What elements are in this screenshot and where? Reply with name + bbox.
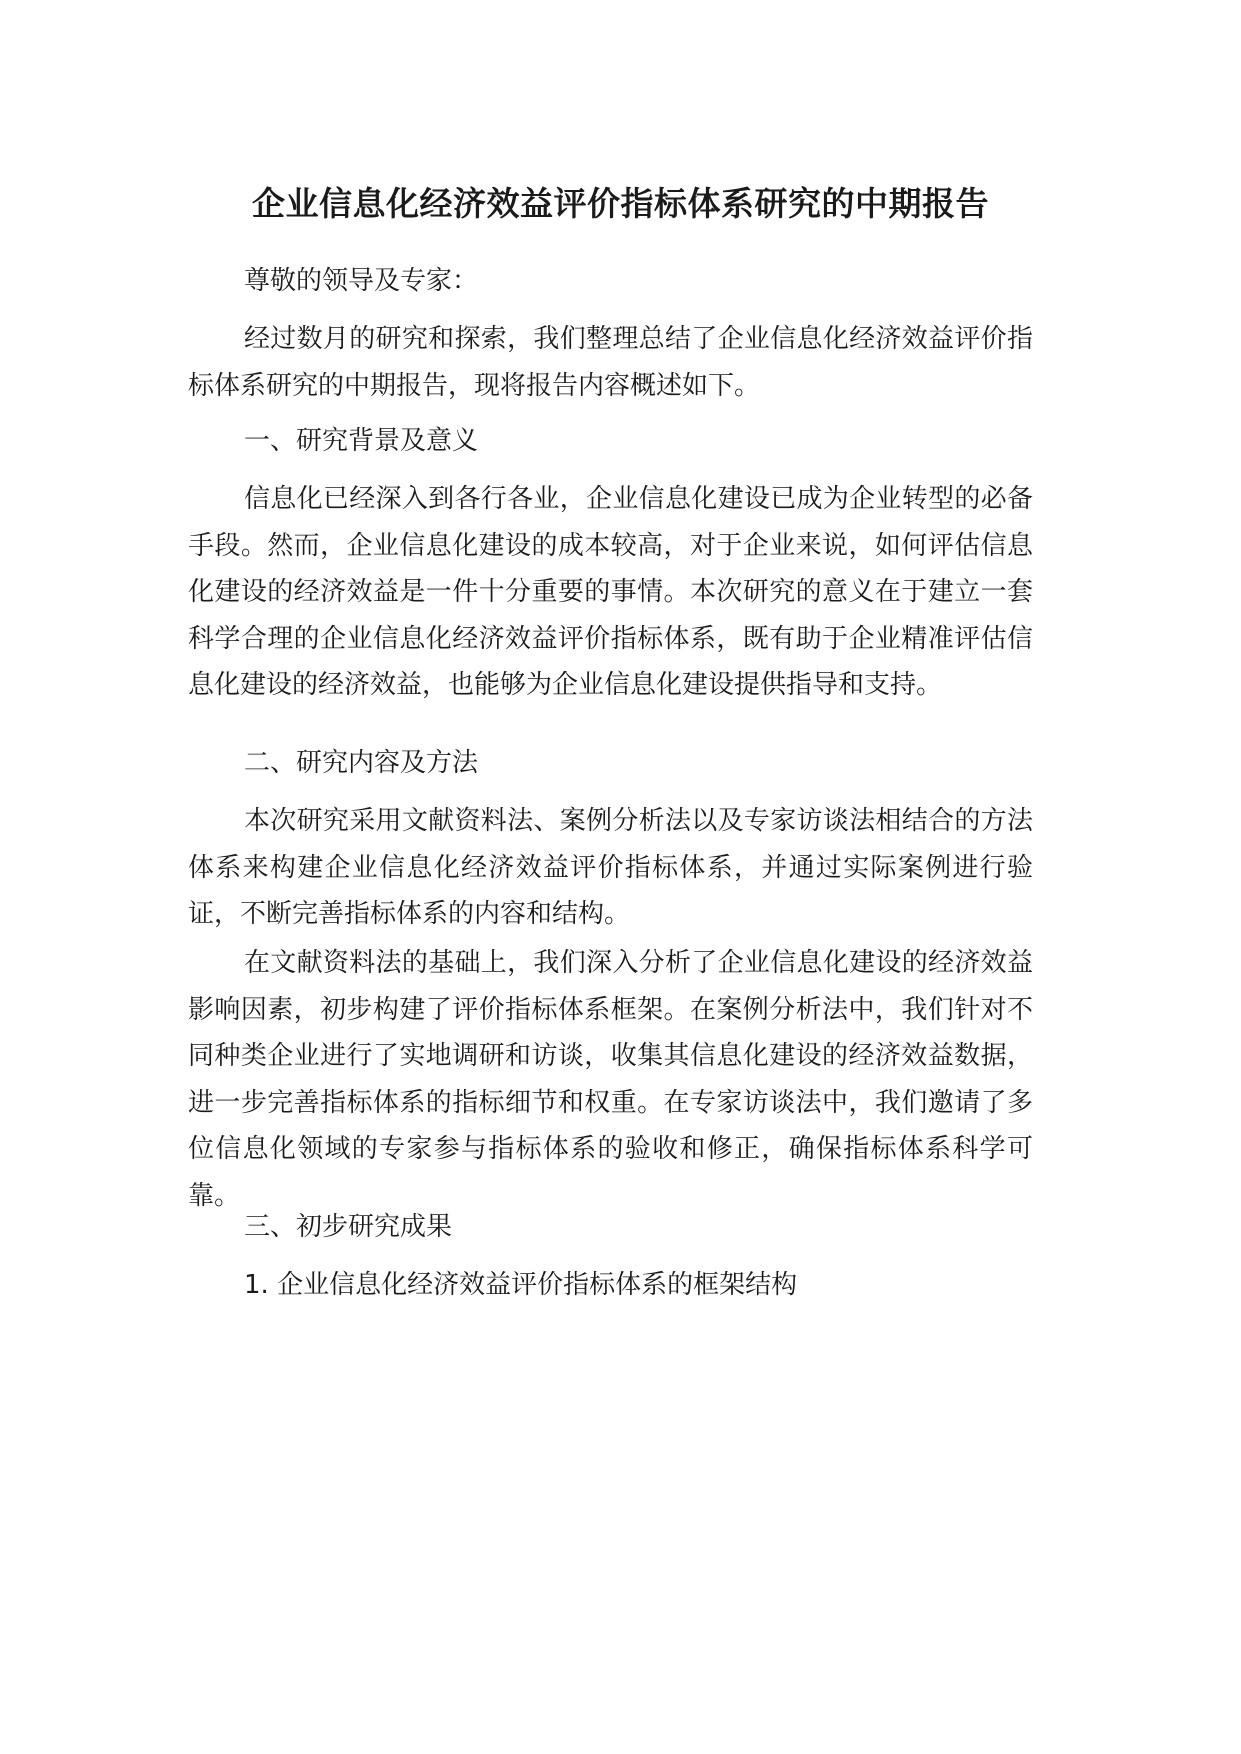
methods-paragraph-2: 在文献资料法的基础上，我们深入分析了企业信息化建设的经济效益影响因素，初步构建了评价指标体系框架。在案例分析法中，我们针对不同种类企业进行了实地调研和访谈，收集其信息化建设的经济效益数据，进一步完善指标体系的指标细节和权重。在专家访谈法中，我们邀请了多位信息化领域的专家参与指标体系的验收和修正，确保指标体系科学可靠。 [188,948,1033,1211]
methods-paragraph-1: 本次研究采用文献资料法、案例分析法以及专家访谈法相结合的方法体系来构建企业信息化经济效益评价指标体系，并通过实际案例进行验证，不断完善指标体系的内容和结构。 [188,806,1033,929]
section-heading-results: 三、初步研究成果 [244,1212,453,1242]
document-title: 企业信息化经济效益评价指标体系研究的中期报告 [252,184,989,223]
background-paragraph: 信息化已经深入到各行各业，企业信息化建设已成为企业转型的必备手段。然而，企业信息化建设的成本较高，对于企业来说，如何评估信息化建设的经济效益是一件十分重要的事情。本次研究的意义在于建立一套科学合理的企业信息化经济效益评价指标体系，既有助于企业精准评估信息化建设的经济效益，也能够为企业信息化建设提供指导和支持。 [188,484,1033,700]
salutation: 尊敬的领导及专家： [244,266,479,296]
section-heading-methods: 二、研究内容及方法 [244,748,479,778]
section-heading-background: 一、研究背景及意义 [244,426,479,456]
results-list-item-1: 1. 企业信息化经济效益评价指标体系的框架结构 [244,1270,798,1300]
intro-paragraph: 经过数月的研究和探索，我们整理总结了企业信息化经济效益评价指标体系研究的中期报告，现将报告内容概述如下。 [188,324,1033,401]
